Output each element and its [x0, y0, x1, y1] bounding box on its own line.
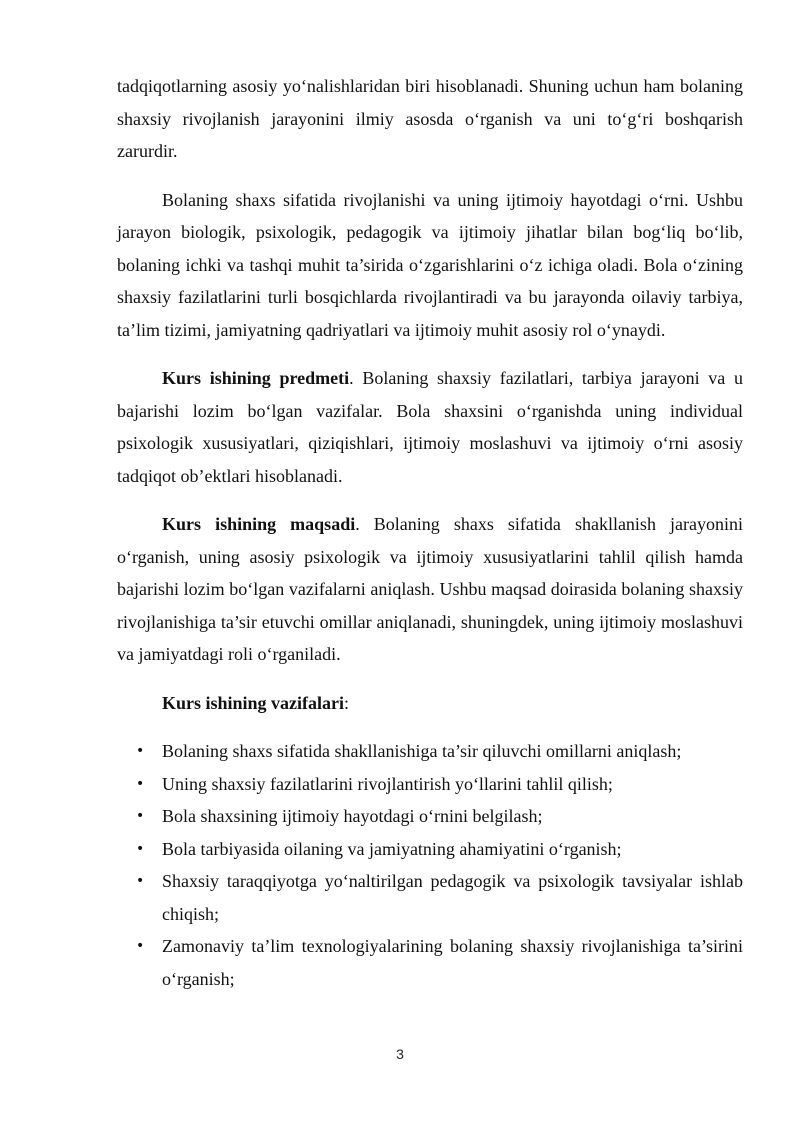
- bullet-icon: •: [136, 808, 145, 824]
- bullet-icon: •: [136, 873, 145, 889]
- paragraph-continuation: tadqiqotlarning asosiy yo‘nalishlaridan biri hisoblanadi. Shuning uchun ham bolaning shaxsiy rivojlanish jarayonini ilmiy asosda o‘rganish va uni to‘g‘ri boshqarish zarurdir.: [117, 76, 743, 161]
- page-number: 3: [396, 1046, 404, 1062]
- goal-heading: Kurs ishining maqsadi: [162, 514, 356, 534]
- list-item-text: Zamonaviy ta’lim texnologiyalarining bolaning shaxsiy rivojlanishiga ta’sirini o‘rganish;: [162, 936, 743, 989]
- list-item: [117, 930, 743, 995]
- bullet-icon: •: [136, 938, 145, 954]
- tasks-heading: Kurs ishining vazifalari: [162, 692, 345, 713]
- paragraph-goal: [117, 508, 743, 671]
- list-item: [117, 833, 743, 866]
- bullet-icon: •: [136, 775, 145, 792]
- subject-heading: Kurs ishining predmeti: [162, 368, 350, 388]
- list-item-text: Uning shaxsiy fazilatlarini rivojlantirish yo‘llarini tahlil qilish;: [162, 773, 613, 794]
- list-item-text: Bolaning shaxs sifatida shakllanishiga ta’sir qiluvchi omillarni aniqlash;: [162, 741, 682, 761]
- paragraph-development: Bolaning shaxs sifatida rivojlanishi va uning ijtimoiy hayotdagi o‘rni. Ushbu jarayon biologik, psixologik, pedagogik va ijtimoiy jihatlar bilan bog‘liq bo‘lib, bolaning ichki va tashqi muhit ta’sirida o‘zgarishlarini o‘z ichiga oladi. Bola o‘zining shaxsiy fazilatlarini turli bosqichlarda rivojlantiradi va bu jarayonda oilaviy tarbiya, ta’lim tizimi, jamiyatning qadriyatlari va ijtimoiy muhit asosiy rol o‘ynaydi.: [117, 189, 743, 340]
- paragraph-subject: [117, 362, 743, 492]
- goal-text: . Bolaning shaxs sifatida shakllanish jarayonini o‘rganish, uning asosiy psixologik va ijtimoiy xususiyatlarini tahlil qilish hamda bajarishi lozim bo‘lgan vazifalarni aniqlash. Ushbu maqsad doirasida bolaning shaxsiy rivojlanishiga ta’sir etuvchi omillar aniqlanadi, shuningdek, uning ijtimoiy moslashuvi va jamiyatdagi roli o‘rganiladi.: [117, 514, 743, 664]
- list-item-text: Shaxsiy taraqqiyotga yo‘naltirilgan pedagogik va psixologik tavsiyalar ishlab chiqish;: [162, 871, 743, 924]
- list-item: [117, 800, 743, 833]
- list-item: [117, 768, 743, 801]
- list-item-text: Bola tarbiyasida oilaning va jamiyatning ahamiyatini o‘rganish;: [162, 838, 622, 859]
- bullet-icon: •: [136, 743, 145, 759]
- list-item-text: Bola shaxsining ijtimoiy hayotdagi o‘rnini belgilash;: [162, 806, 543, 826]
- subject-text: . Bolaning shaxsiy fazilatlari, tarbiya jarayoni va u bajarishi lozim bo‘lgan vazifalar. Bola shaxsini o‘rganishda uning individual psixologik xususiyatlari, qiziqishlari, ijtimoiy moslashuvi va ijtimoiy o‘rni asosiy tadqiqot ob’ektlari hisoblanadi.: [117, 368, 743, 486]
- page-body: [117, 70, 743, 995]
- tasks-heading-line: [117, 687, 743, 720]
- list-item: [117, 865, 743, 930]
- tasks-heading-colon: :: [344, 692, 350, 713]
- list-item: [117, 735, 743, 768]
- bullet-icon: •: [136, 840, 145, 857]
- tasks-list: [117, 735, 743, 995]
